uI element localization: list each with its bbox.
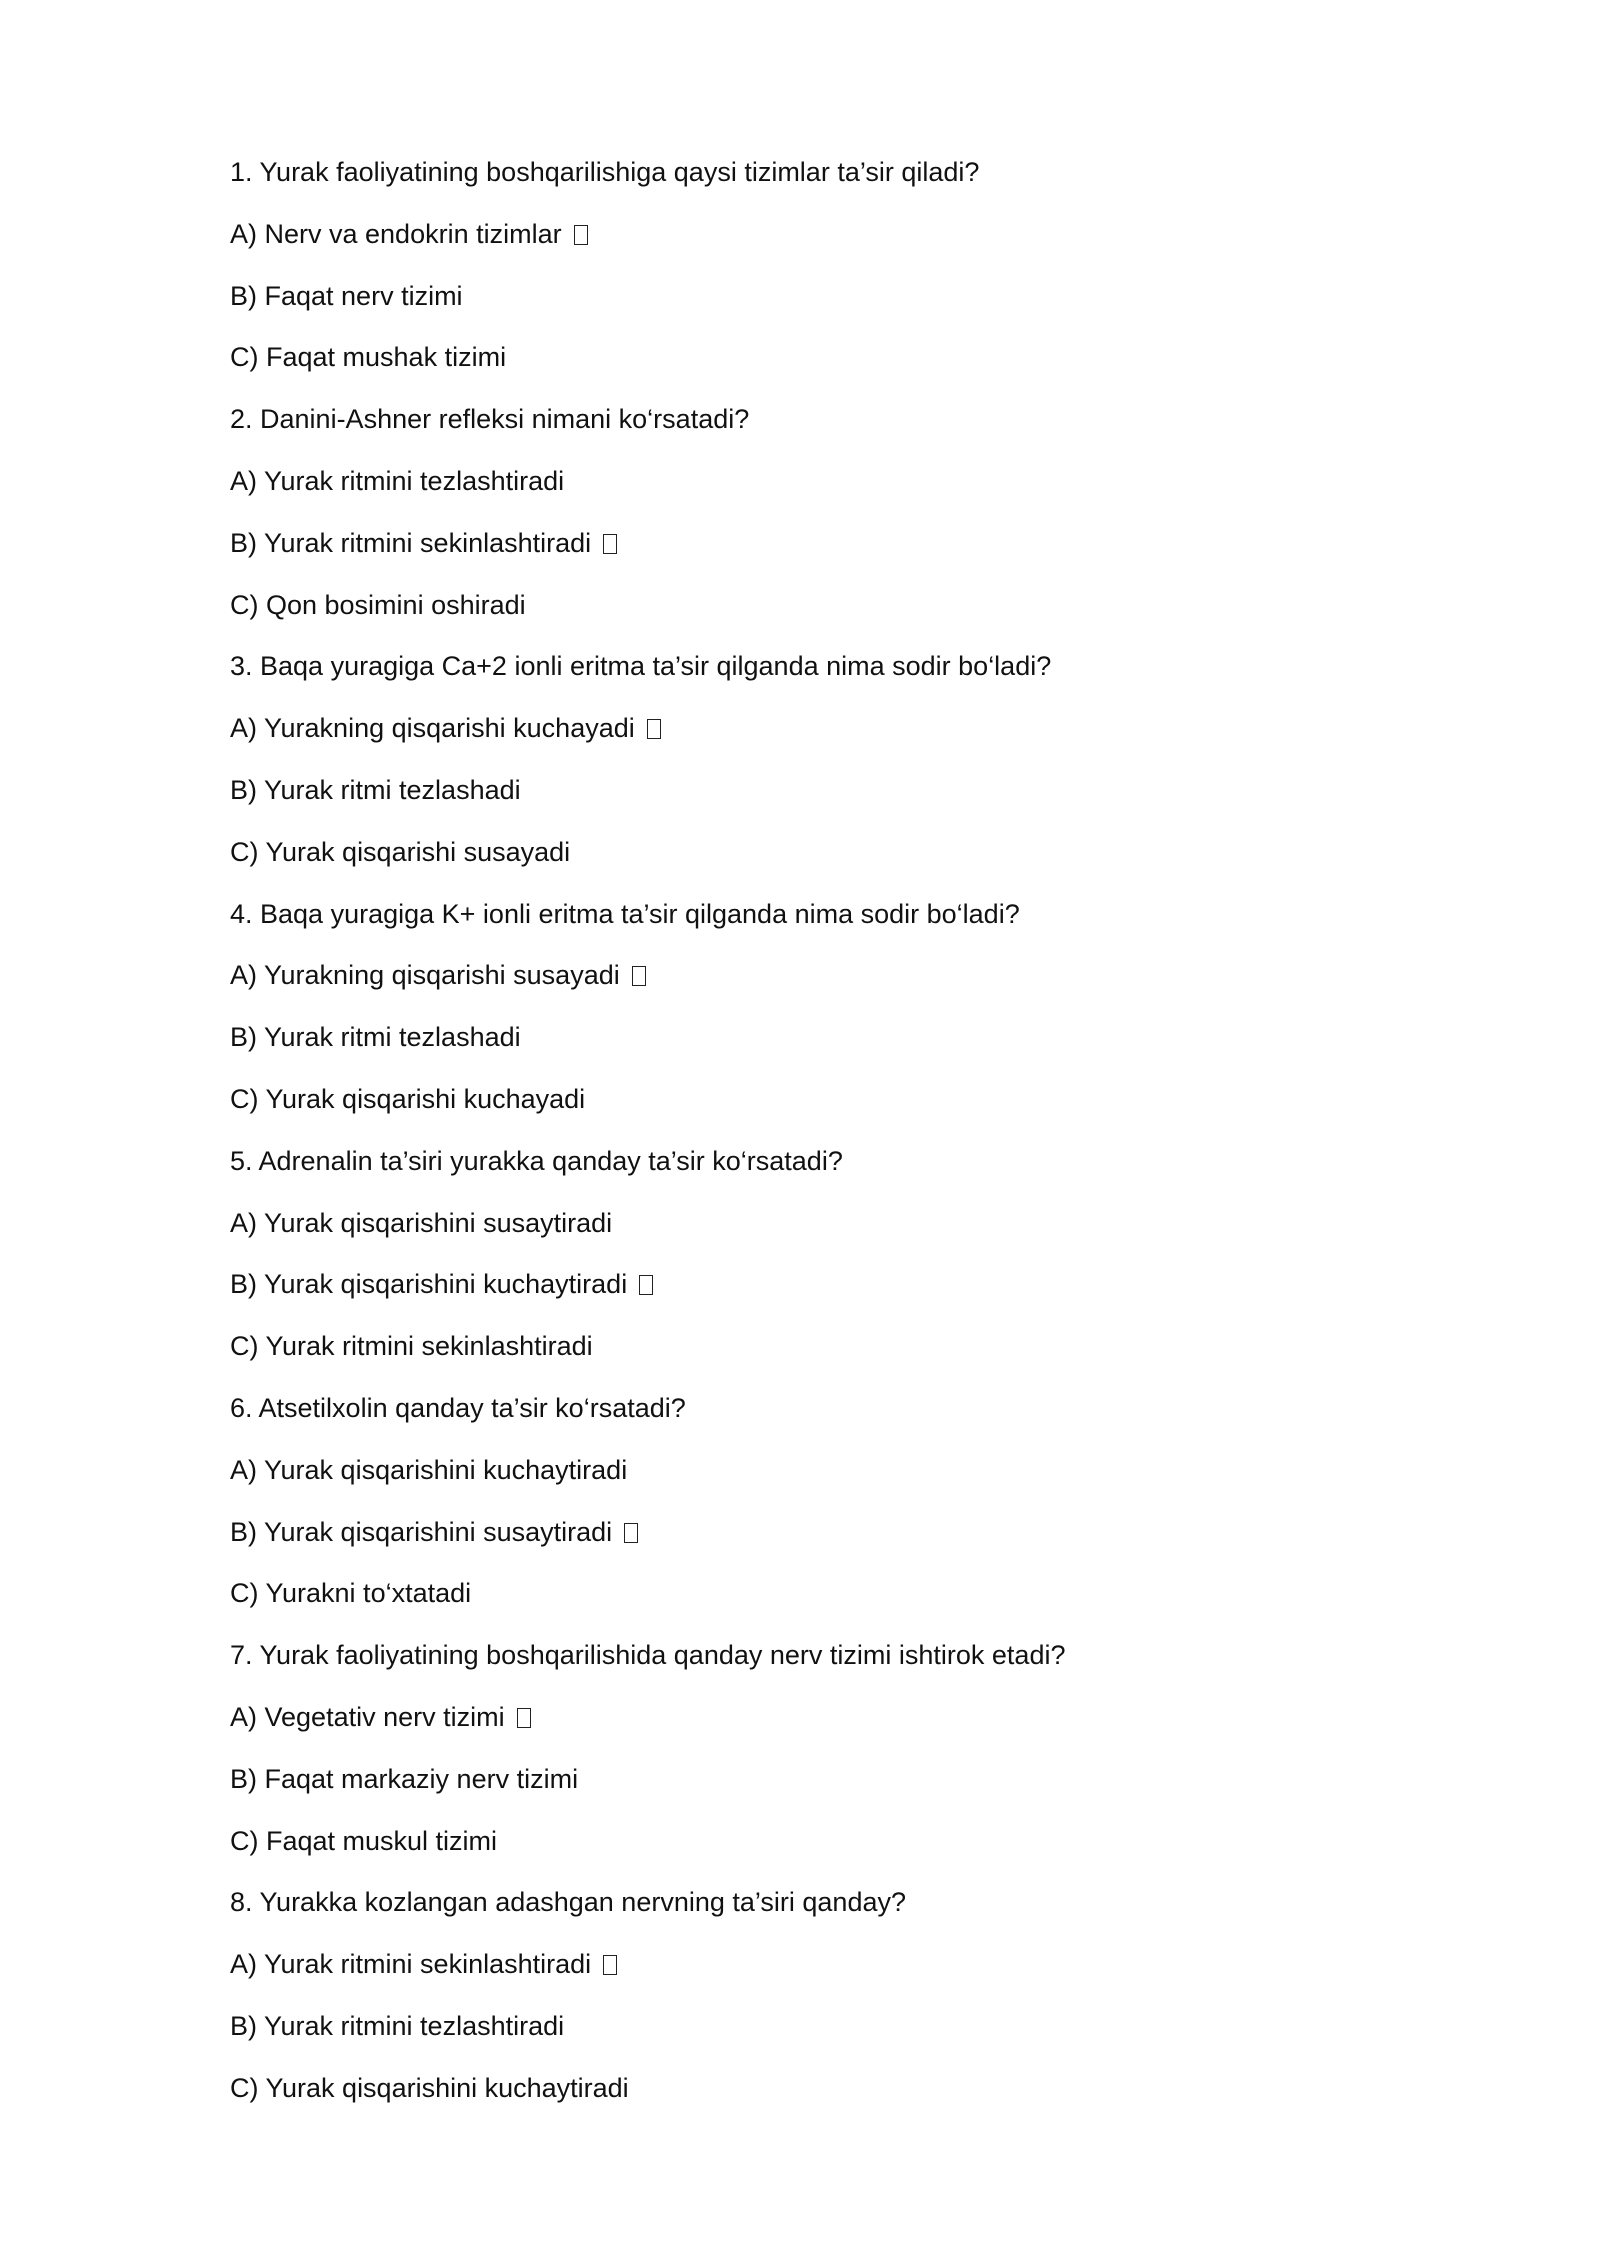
answer-option (230, 1446, 1380, 1508)
question-text: 8. Yurakka kozlangan adashgan nervning ta’siri qanday? (230, 1887, 906, 1918)
answer-option-label: B) Yurak ritmi tezlashadi (230, 1022, 521, 1053)
answer-option (230, 457, 1380, 519)
answer-option (230, 1075, 1380, 1137)
answer-option-label: C) Faqat mushak tizimi (230, 342, 507, 373)
question-text: 2. Danini-Ashner refleksi nimani ko‘rsatadi? (230, 404, 750, 435)
answer-option (230, 1817, 1380, 1879)
question-text: 1. Yurak faoliyatining boshqarilishiga qaysi tizimlar ta’sir qiladi? (230, 157, 980, 187)
answer-option (230, 1199, 1380, 1261)
answer-option-label: B) Faqat markaziy nerv tizimi (230, 1763, 579, 1794)
question-text: 6. Atsetilxolin qanday ta’sir ko‘rsatadi? (230, 1392, 686, 1423)
answer-option-label: A) Vegetativ nerv tizimi (230, 1701, 505, 1732)
answer-option-label: C) Yurak qisqarishi susayadi (230, 836, 571, 867)
correct-answer-box-icon (624, 1523, 638, 1543)
answer-option-label: C) Yurak ritmini sekinlashtiradi (230, 1331, 593, 1362)
answer-option (230, 519, 1380, 581)
answer-option-label: A) Yurakning qisqarishi susayadi (230, 960, 620, 991)
answer-option-label: A) Yurakning qisqarishi kuchayadi (230, 713, 635, 744)
answer-option-label: B) Yurak ritmini sekinlashtiradi (230, 527, 592, 558)
answer-option-label: C) Yurak qisqarishi kuchayadi (230, 1083, 586, 1114)
answer-option-label: A) Yurak ritmini tezlashtiradi (230, 465, 565, 496)
answer-option (230, 1322, 1380, 1384)
correct-answer-box-icon (574, 225, 588, 245)
answer-option-label: B) Yurak ritmi tezlashadi (230, 774, 521, 805)
answer-option-label: C) Yurak qisqarishini kuchaytiradi (230, 2072, 629, 2103)
answer-option (230, 1940, 1380, 2002)
correct-answer-box-icon (632, 966, 646, 986)
answer-option (230, 333, 1380, 395)
answer-option-label: B) Yurak qisqarishini susaytiradi (230, 1516, 613, 1547)
question-text: 3. Baqa yuragiga Ca+2 ionli eritma ta’sir qilganda nima sodir bo‘ladi? (230, 651, 1052, 682)
answer-option (230, 766, 1380, 828)
correct-answer-box-icon (603, 1955, 617, 1975)
correct-answer-box-icon (647, 719, 661, 739)
correct-answer-box-icon (603, 534, 617, 554)
correct-answer-box-icon (517, 1708, 531, 1728)
answer-option (230, 1260, 1380, 1322)
answer-option (230, 951, 1380, 1013)
answer-option-label: C) Yurakni to‘xtatadi (230, 1578, 472, 1609)
answer-option-label: C) Qon bosimini oshiradi (230, 589, 526, 620)
answer-option (230, 704, 1380, 766)
answer-option (230, 2002, 1380, 2064)
answer-option (230, 1693, 1380, 1755)
answer-option-label: A) Yurak qisqarishini susaytiradi (230, 1207, 613, 1238)
answer-option (230, 210, 1380, 272)
answer-option (230, 1508, 1380, 1570)
answer-option-label: A) Yurak qisqarishini kuchaytiradi (230, 1454, 628, 1485)
answer-option (230, 1569, 1380, 1631)
answer-option (230, 2064, 1380, 2126)
question-text: 7. Yurak faoliyatining boshqarilishida qanday nerv tizimi ishtirok etadi? (230, 1640, 1066, 1671)
question-text: 4. Baqa yuragiga K+ ionli eritma ta’sir qilganda nima sodir bo‘ladi? (230, 898, 1020, 929)
quiz-content (230, 148, 1380, 2126)
answer-option (230, 828, 1380, 890)
question-text: 5. Adrenalin ta’siri yurakka qanday ta’sir ko‘rsatadi? (230, 1145, 843, 1176)
answer-option-label: B) Yurak ritmini tezlashtiradi (230, 2010, 565, 2041)
correct-answer-box-icon (639, 1275, 653, 1295)
answer-option-label: A) Nerv va endokrin tizimlar (230, 218, 562, 249)
answer-option-label: B) Faqat nerv tizimi (230, 280, 463, 311)
answer-option (230, 581, 1380, 643)
answer-option (230, 1013, 1380, 1075)
answer-option (230, 1755, 1380, 1817)
answer-option-label: B) Yurak qisqarishini kuchaytiradi (230, 1269, 628, 1300)
answer-option (230, 272, 1380, 334)
answer-option-label: A) Yurak ritmini sekinlashtiradi (230, 1949, 592, 1980)
answer-option-label: C) Faqat muskul tizimi (230, 1825, 498, 1856)
